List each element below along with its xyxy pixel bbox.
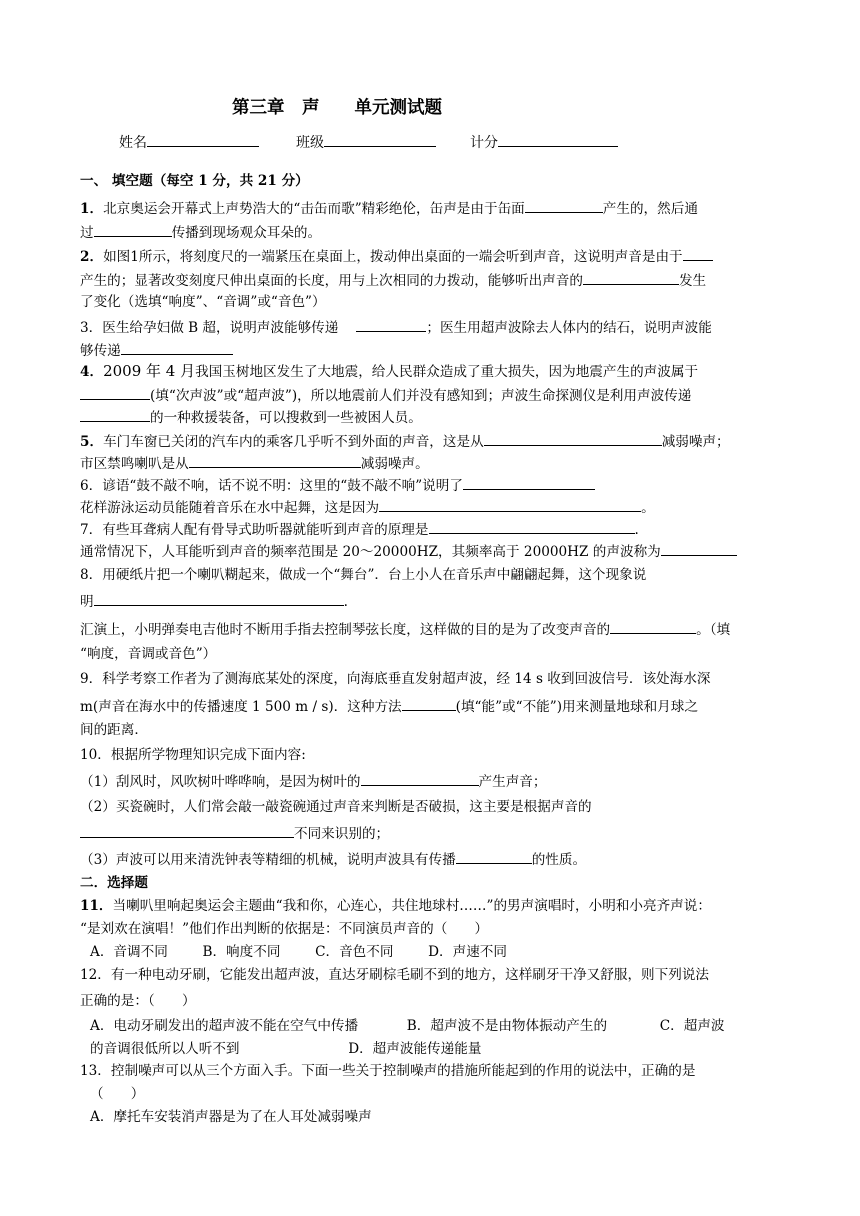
question-text: 产生的，然后通	[602, 201, 698, 217]
question-number: 4．	[80, 364, 104, 380]
question-9-line-1: 9．科学考察工作者为了测海底某处的深度，向海底垂直发射超声波，经 14 s 收到回波信号．该处海水深	[80, 671, 711, 687]
question-13-option-a[interactable]: A．摩托车安装消声器是为了在人耳处减弱噪声	[90, 1109, 372, 1125]
option-b[interactable]: B．响度不同	[202, 944, 281, 960]
score-blank[interactable]	[498, 133, 618, 147]
question-4-line-2	[80, 386, 691, 405]
question-2-line-1	[80, 247, 713, 266]
question-8-line-1: 8．用硬纸片把一个喇叭糊起来，做成一个“舞台”．台上小人在音乐声中翩翩起舞，这个现象说	[80, 567, 647, 583]
question-13-line-2: （ ）	[90, 1086, 145, 1102]
question-12-options-line-2	[90, 1040, 481, 1058]
question-10-line-1: 10．根据所学物理知识完成下面内容:	[80, 747, 306, 763]
answer-blank[interactable]	[121, 341, 233, 355]
question-text: 市区禁鸣喇叭是从	[80, 456, 189, 472]
question-text: 发生	[678, 273, 707, 289]
question-text: 北京奥运会开幕式上声势浩大的“击缶而歌”精彩绝伦，缶声是由于缶面	[103, 201, 525, 217]
question-10-line-3: （2）买瓷碗时，人们常会敲一敲瓷碗通过声音来判断是否破损，这主要是根据声音的	[80, 799, 592, 815]
answer-blank[interactable]	[610, 620, 696, 634]
score-label: 计分	[470, 135, 498, 151]
answer-blank[interactable]	[661, 542, 737, 556]
question-text: 减弱噪声。	[360, 456, 429, 472]
question-6-line-1	[80, 476, 595, 495]
class-label: 班级	[296, 135, 324, 151]
question-8-line-4: “响度，音调或音色”）	[80, 646, 217, 662]
question-text: ；医生用超声波除去人体内的结石，说明声波能	[426, 320, 712, 336]
question-8-line-2	[80, 592, 348, 611]
question-13-line-1: 13．控制噪声可以从三个方面入手。下面一些关于控制噪声的措施所能起到的作用的说法中，正确的是	[80, 1063, 696, 1079]
answer-blank[interactable]	[94, 592, 344, 606]
question-9-line-2	[80, 697, 698, 716]
page-title: 第三章 声 单元测试题	[232, 98, 442, 118]
section-heading-fill-in: 一、 填空题（每空 1 分，共 21 分）	[80, 173, 309, 189]
question-number: 1．	[80, 201, 104, 217]
option-a[interactable]: A．电动牙刷发出的超声波不能在空气中传播	[90, 1018, 359, 1034]
answer-blank[interactable]	[189, 454, 361, 468]
question-10-line-5	[80, 850, 586, 869]
question-text: 够传递	[80, 343, 121, 359]
question-4-line-3	[80, 408, 422, 427]
answer-blank[interactable]	[463, 476, 595, 490]
question-12-line-2: 正确的是：（ ）	[80, 993, 196, 1009]
answer-blank[interactable]	[80, 386, 150, 400]
name-blank[interactable]	[147, 133, 259, 147]
question-10-line-4	[80, 824, 389, 843]
answer-blank[interactable]	[379, 498, 641, 512]
question-text: 的性质。	[531, 852, 587, 868]
answer-blank[interactable]	[361, 772, 479, 786]
question-4-line-1	[80, 362, 698, 381]
question-text: （3）声波可以用来清洗钟表等精细的机械，说明声波具有传播	[80, 852, 456, 868]
question-1-line-1	[80, 199, 698, 218]
question-7-line-2	[80, 542, 737, 561]
question-10-line-2	[80, 772, 547, 791]
question-8-line-3	[80, 620, 730, 639]
question-text: 花样游泳运动员能随着音乐在水中起舞，这是因为	[80, 500, 380, 516]
score-field	[470, 132, 618, 152]
option-a[interactable]: A．音调不同	[90, 944, 168, 960]
question-text: .	[634, 522, 639, 538]
question-9-line-3: 间的距离．	[80, 722, 148, 738]
question-5-line-1	[80, 432, 730, 451]
question-6-line-2	[80, 498, 655, 517]
name-label: 姓名	[119, 135, 147, 151]
question-text: 通常情况下，人耳能听到声音的频率范围是 20～20000HZ，其频率高于 20000HZ 的声波称为	[80, 544, 661, 560]
option-c[interactable]: C．音色不同	[315, 944, 394, 960]
question-2-line-3: 了变化（选填“响度”、“音调”或“音色”）	[80, 294, 326, 310]
question-text: （1）刮风时，风吹树叶哗哗响，是因为树叶的	[80, 774, 361, 790]
question-text: 产生的；显著改变刻度尺伸出桌面的长度，用与上次相同的力拨动，能够听出声音的	[80, 273, 583, 289]
answer-blank[interactable]	[402, 697, 456, 711]
question-12-line-1: 12．有一种电动牙刷，它能发出超声波，直达牙刷棕毛刷不到的地方，这样刷牙干净又舒服，则下列说法	[80, 967, 710, 983]
question-11-options	[90, 943, 507, 961]
answer-blank[interactable]	[429, 520, 635, 534]
answer-blank[interactable]	[484, 432, 662, 446]
answer-blank[interactable]	[80, 824, 294, 838]
answer-blank[interactable]	[356, 318, 426, 332]
question-text: 车门车窗已关闭的汽车内的乘客几乎听不到外面的声音，这是从	[103, 434, 484, 450]
option-c[interactable]: C．超声波	[659, 1018, 725, 1034]
question-text: 的一种救援装备，可以搜救到一些被困人员。	[150, 410, 422, 426]
question-2-line-2	[80, 271, 706, 290]
question-5-line-2	[80, 454, 429, 473]
answer-blank[interactable]	[583, 271, 679, 285]
question-text: .	[343, 594, 348, 610]
class-field	[296, 132, 436, 152]
class-blank[interactable]	[324, 133, 436, 147]
question-text: 如图1所示，将刻度尺的一端紧压在桌面上，拨动伸出桌面的一端会听到声音，这说明声音是由于	[103, 249, 683, 265]
option-c-continued: 的音调很低所以人听不到	[90, 1041, 240, 1057]
question-3-line-1	[80, 318, 712, 337]
question-text: 传播到现场观众耳朵的。	[171, 225, 322, 241]
option-d[interactable]: D．声速不同	[428, 944, 507, 960]
question-text: 3．医生给孕妇做 B 超，说明声波能够传递	[80, 320, 339, 336]
question-text: 当喇叭里响起奥运会主题曲“我和你，心连心，共住地球村……”的男声演唱时，小明和小亮齐声说：	[112, 898, 711, 914]
question-text: 过	[80, 225, 94, 241]
question-text: m(声音在海水中的传播速度 1 500 m / s)．这种方法	[80, 699, 402, 715]
question-text: 产生声音；	[478, 774, 547, 790]
question-text: 我国玉树地区发生了大地震，给人民群众造成了重大损失，因为地震产生的声波属于	[195, 364, 699, 380]
question-text: 减弱噪声；	[661, 434, 730, 450]
question-number: 11．	[80, 898, 113, 914]
question-11-line-1	[80, 897, 711, 915]
answer-blank[interactable]	[456, 850, 532, 864]
question-text: 明	[80, 594, 94, 610]
answer-blank[interactable]	[683, 247, 713, 261]
question-7-line-1	[80, 520, 639, 539]
question-text: 6．谚语“鼓不敲不响，话不说不明：这里的“鼓不敲不响”说明了	[80, 478, 463, 494]
question-text: 汇演上，小明弹奏电吉他时不断用手指去控制琴弦长度，这样做的目的是为了改变声音的	[80, 622, 611, 638]
answer-blank[interactable]	[94, 223, 172, 237]
question-12-options-line-1	[90, 1017, 725, 1035]
question-text: (填“能”或“不能”)用来测量地球和月球之	[455, 699, 698, 715]
question-number: 2．	[80, 249, 104, 265]
question-text: 2009 年 4 月	[103, 362, 196, 380]
question-1-line-2	[80, 223, 321, 242]
question-text: 7．有些耳聋病人配有骨导式助听器就能听到声音的原理是	[80, 522, 429, 538]
question-number: 5．	[80, 434, 104, 450]
option-d[interactable]: D．超声波能传递能量	[348, 1041, 482, 1057]
question-3-line-2	[80, 341, 233, 360]
question-text: 不同来识别的；	[294, 826, 390, 842]
question-text: (填“次声波”或“超声波”)，所以地震前人们并没有感知到；声波生命探测仪是利用声波传递	[150, 388, 692, 404]
name-field	[119, 132, 259, 152]
question-11-line-2: “是刘欢在演唱！”他们作出判断的依据是：不同演员声音的（ ）	[80, 921, 489, 937]
answer-blank[interactable]	[525, 199, 603, 213]
question-text: 。（填	[696, 622, 731, 638]
question-text: 。	[641, 500, 655, 516]
answer-blank[interactable]	[80, 408, 150, 422]
option-b[interactable]: B．超声波不是由物体振动产生的	[406, 1018, 608, 1034]
section-heading-choice: 二．选择题	[80, 875, 148, 891]
